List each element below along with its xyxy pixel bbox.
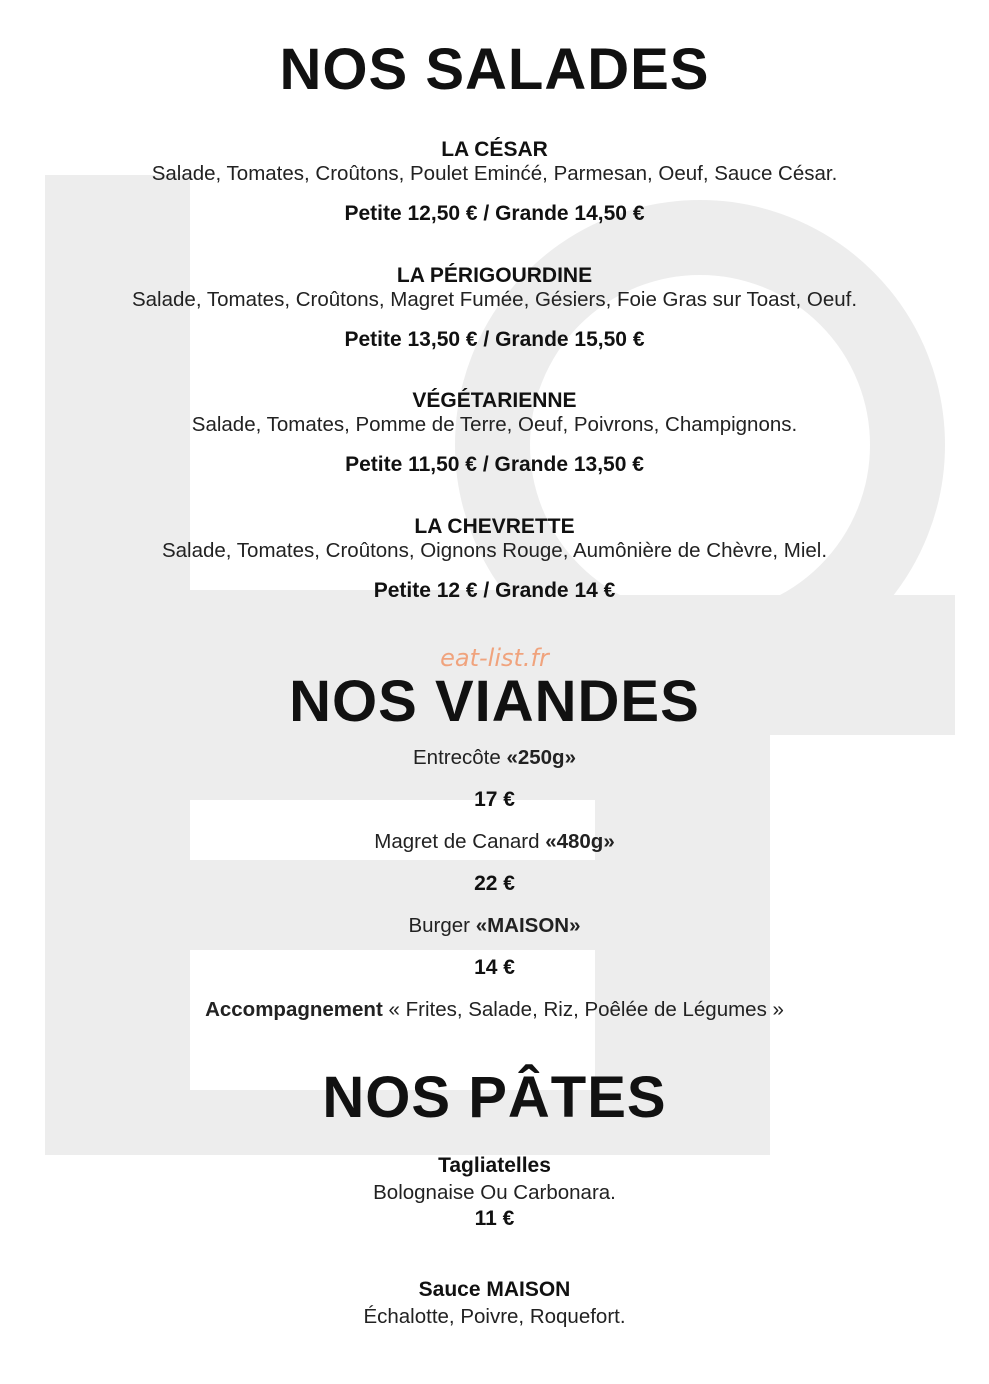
item-price: 22 € xyxy=(474,872,515,895)
accompagnement-label: Accompagnement xyxy=(205,998,383,1021)
item-description: Salade, Tomates, Croûtons, Magret Fumée, Gésiers, Foie Gras sur Toast, Oeuf. xyxy=(131,288,858,311)
item-price: 17 € xyxy=(474,788,515,811)
item-price: Petite 12 € / Grande 14 € xyxy=(373,579,616,602)
item-description: Salade, Tomates, Croûtons, Poulet Eminćé, Parmesan, Oeuf, Sauce César. xyxy=(151,162,838,185)
item-description: Salade, Tomates, Croûtons, Oignons Rouge, Aumônière de Chèvre, Miel. xyxy=(161,539,828,562)
item-price: 14 € xyxy=(474,956,515,979)
item-name: Magret de Canard xyxy=(374,830,540,853)
item-price: 11 € xyxy=(474,1207,515,1230)
menu-item xyxy=(0,389,989,477)
item-detail: «MAISON» xyxy=(475,914,581,937)
accompagnement-text: « Frites, Salade, Riz, Poêlée de Légumes » xyxy=(388,998,784,1021)
item-name: Entrecôte xyxy=(413,746,501,769)
item-detail: «480g» xyxy=(545,830,615,853)
menu-item xyxy=(0,914,989,938)
menu-item xyxy=(0,1278,989,1329)
item-price: Petite 13,50 € / Grande 15,50 € xyxy=(344,328,645,351)
item-name: LA CÉSAR xyxy=(441,138,548,161)
item-description: Bolognaise Ou Carbonara. xyxy=(373,1181,616,1204)
menu-item xyxy=(0,138,989,226)
item-name: LA CHEVRETTE xyxy=(414,515,575,538)
item-name: VÉGÉTARIENNE xyxy=(412,389,577,412)
item-description: Salade, Tomates, Pomme de Terre, Oeuf, Poivrons, Champignons. xyxy=(191,413,798,436)
menu-item xyxy=(0,515,989,603)
item-detail: «250g» xyxy=(506,746,576,769)
menu-item xyxy=(0,264,989,352)
section-title-viandes: NOS VIANDES xyxy=(289,669,700,734)
accompagnement-line xyxy=(0,998,989,1022)
item-name: Sauce MAISON xyxy=(418,1278,571,1301)
item-price: Petite 12,50 € / Grande 14,50 € xyxy=(344,202,645,225)
menu-item xyxy=(0,1154,989,1231)
item-name: LA PÉRIGOURDINE xyxy=(396,264,593,287)
menu-item xyxy=(0,830,989,854)
item-description: Échalotte, Poivre, Roquefort. xyxy=(363,1305,626,1328)
item-price: Petite 11,50 € / Grande 13,50 € xyxy=(345,453,644,476)
item-name: Tagliatelles xyxy=(438,1154,551,1177)
menu-item xyxy=(0,746,989,770)
item-name: Burger xyxy=(408,914,470,937)
watermark-text: eat-list.fr xyxy=(440,644,549,672)
section-title-pates: NOS PÂTES xyxy=(322,1065,667,1130)
section-title-salades: NOS SALADES xyxy=(279,37,710,102)
